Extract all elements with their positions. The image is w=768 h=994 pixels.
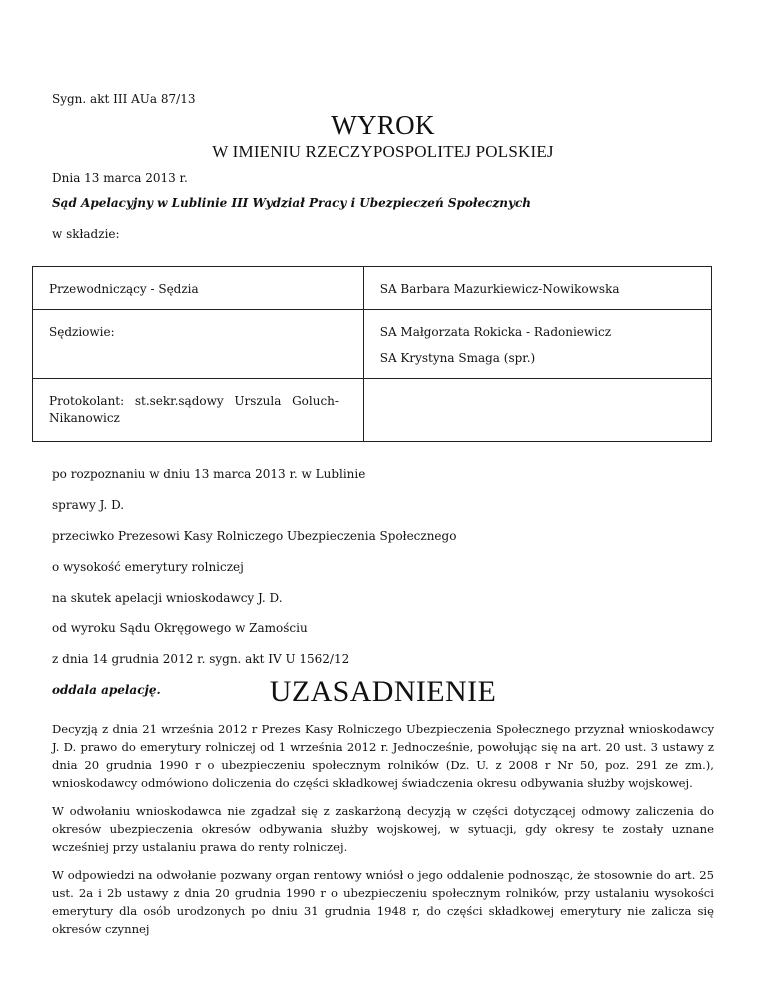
judges-role: Sędziowie: [49, 325, 115, 339]
court-name: Sąd Apelacyjny w Lublinie III Wydział Pracy i Ubezpieczeń Społecznych [52, 196, 532, 210]
justification-paragraph-3: W odpowiedzi na odwołanie pozwany organ rentowy wniósł o jego oddalenie podnosząc, że stosownie do art. 25 ust. 2a i 2b ustawy z dnia 20 grudnia 1990 r o ubezpieczeniu społecznym rolników, przy ustalaniu wysokości emerytury dla osób urodzonych po dniu 31 grudnia 1948 r, do części składkowej emerytury nie zalicza się okresów czynnej [52, 868, 714, 936]
case-line-2: sprawy J. D. [52, 498, 125, 512]
case-line-7: z dnia 14 grudnia 2012 r. sygn. akt IV U 1562/12 [52, 652, 350, 666]
case-line-3: przeciwko Prezesowi Kasy Rolniczego Ubezpieczenia Społecznego [52, 529, 457, 543]
case-line-5: na skutek apelacji wnioskodawcy J. D. [52, 591, 283, 605]
clerk-word: st.sekr.sądowy [134, 394, 224, 408]
justification-paragraph-2: W odwołaniu wnioskodawca nie zgadzał się z zaskarżoną decyzją w części dotyczącej odmowy zaliczenia do okresów ubezpieczenia okresów odbywania służby wojskowej, w sytuacji, gdy okresy te zostały uznane wcześniej przy ustalaniu prawa do renty rolniczej. [52, 804, 714, 854]
case-signature: Sygn. akt III AUa 87/13 [52, 92, 196, 106]
composition-label: w składzie: [52, 227, 120, 241]
table-row [33, 310, 712, 379]
justification-heading: UZASADNIENIE [269, 675, 497, 708]
clerk-word: Goluch- [292, 394, 339, 408]
verdict-text: oddala apelację. [52, 683, 161, 697]
clerk-word: Protokolant: [49, 394, 125, 408]
judgment-date: Dnia 13 marca 2013 r. [52, 171, 188, 185]
table-row [33, 267, 712, 310]
clerk-line-2: Nikanowicz [49, 411, 120, 425]
chair-name: SA Barbara Mazurkiewicz-Nowikowska [379, 282, 620, 296]
table-row [33, 379, 712, 442]
case-line-1: po rozpoznaniu w dniu 13 marca 2013 r. w Lublinie [52, 467, 366, 481]
chair-role: Przewodniczący - Sędzia [49, 282, 199, 296]
document-subtitle: W IMIENIU RZECZYPOSPOLITEJ POLSKIEJ [212, 142, 554, 161]
clerk-word: Urszula [234, 394, 282, 408]
clerk-cell [33, 379, 363, 427]
case-line-4: o wysokość emerytury rolniczej [52, 560, 244, 574]
case-line-6: od wyroku Sądu Okręgowego w Zamościu [52, 621, 308, 635]
clerk-line-1 [49, 393, 339, 410]
document-title: WYROK [331, 110, 435, 140]
judge-name-2: SA Krystyna Smaga (spr.) [379, 351, 536, 365]
empty-cell [363, 379, 711, 442]
justification-paragraph-1: Decyzją z dnia 21 września 2012 r Prezes Kasy Rolniczego Ubezpieczenia Społecznego przyznał wnioskodawcy J. D. prawo do emerytury rolniczej od 1 września 2012 r. Jednocześnie, powołując się na art. 20 ust. 3 ustawy z dnia 20 grudnia 1990 r o ubezpieczeniu społecznym rolników (Dz. U. z 2008 r Nr 50, poz. 291 ze zm.), wnioskodawcy odmówiono doliczenia do części składkowej świadczenia okresu odbywania służby wojskowej. [52, 722, 714, 790]
judge-name-1: SA Małgorzata Rokicka - Radoniewicz [379, 325, 612, 339]
judges-panel-table [32, 266, 712, 442]
